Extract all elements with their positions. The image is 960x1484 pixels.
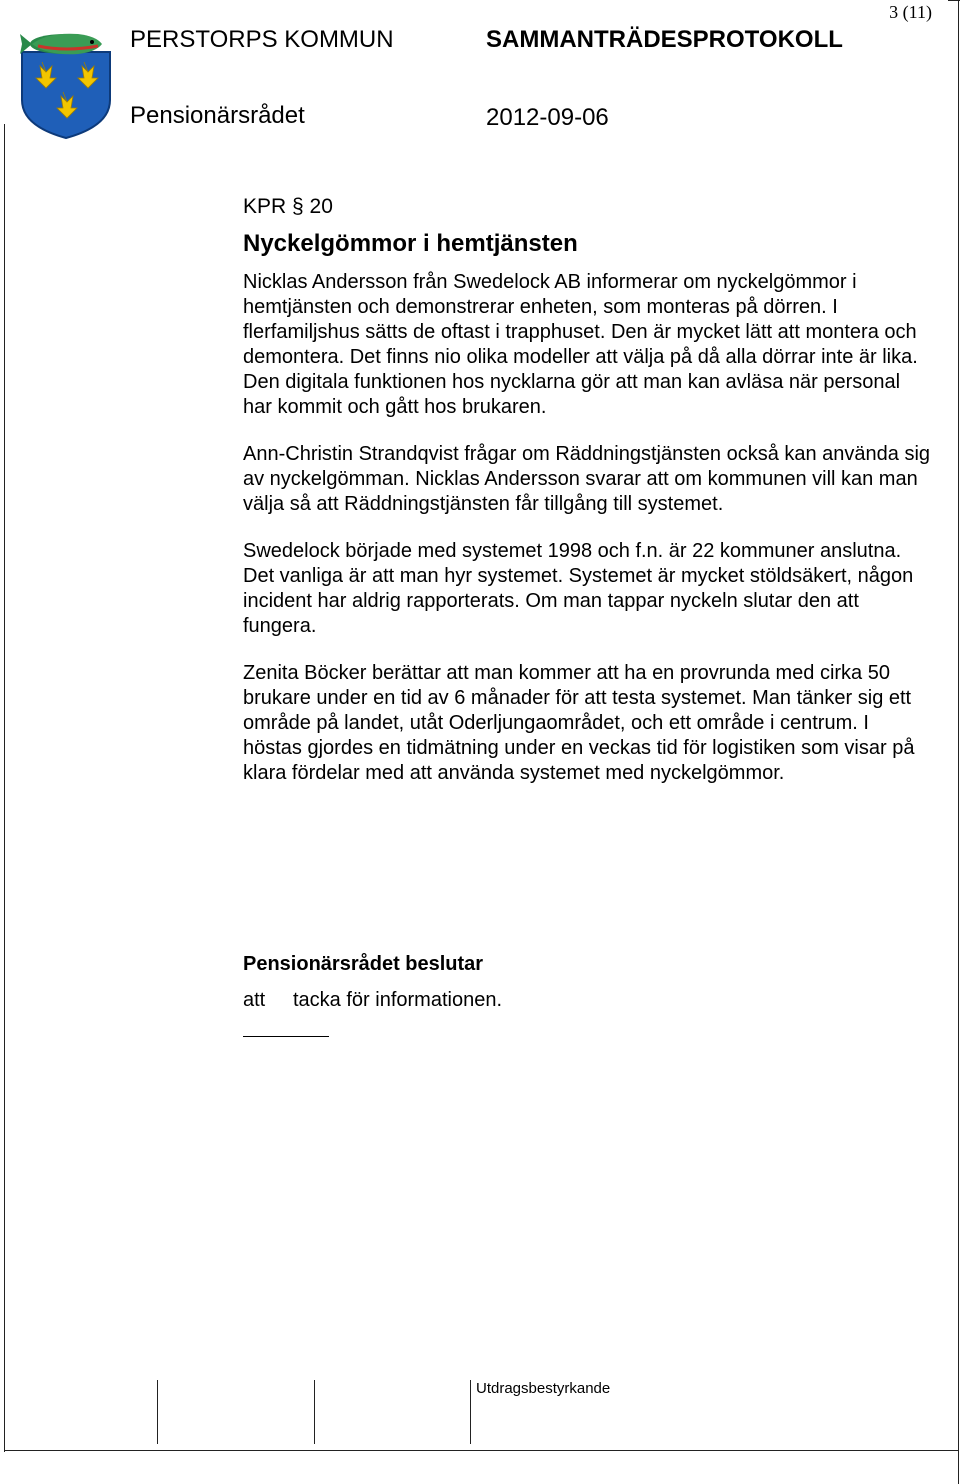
paragraph-1: Nicklas Andersson från Swedelock AB informerar om nyckelgömmor i hemtjänsten och demonstrerar enheten, som monteras på dörren. I flerfamiljshus sätts de oftast i trapphuset. Den är mycket lätt att montera och demontera. Det finns nio olika modeller att välja på då alla dörrar inte är lika. Den digitala funktionen hos nycklarna gör att man kan avläsa när personal har kommit och gått hos brukaren. — [243, 271, 918, 418]
decision-prefix: att — [243, 989, 266, 1011]
signature-divider-3 — [470, 1380, 471, 1444]
paragraph-2: Ann-Christin Strandqvist frågar om Räddningstjänsten också kan använda sig av nyckelgömman. Nicklas Andersson svarar att om kommunen vill kan man välja så att Räddningstjänsten får tillgång till systemet. — [243, 443, 931, 515]
coat-of-arms-icon — [18, 22, 114, 140]
municipality-name: PERSTORPS KOMMUN — [130, 26, 394, 53]
decision-heading: Pensionärsrådet beslutar — [243, 953, 484, 975]
signature-divider-1 — [157, 1380, 158, 1444]
paragraph-4: Zenita Böcker berättar att man kommer att ha en provrunda med cirka 50 brukare under en tid av 6 månader för att testa systemet. Man tänker sig ett område på landet, utåt Oderljungaområdet, och ett område i centrum. I höstas gjordes en tidmätning under en veckas tid för logistiken som visar på klara fördelar med att använda systemet med nyckelgömmor. — [243, 662, 915, 784]
corner-tick — [948, 0, 960, 1]
committee-name: Pensionärsrådet — [130, 102, 305, 129]
paragraph-3: Swedelock började med systemet 1998 och f.n. är 22 kommuner anslutna. Det vanliga är att man hyr systemet. Systemet är mycket stöldsäkert, någon incident har aldrig rapporterats. Om man tappar nyckeln slutar den att fungera. — [243, 540, 914, 637]
section-body — [243, 194, 933, 808]
page-number: 3 (11) — [889, 2, 932, 22]
section-heading: Nyckelgömmor i hemtjänsten — [243, 230, 578, 257]
left-margin-line — [4, 124, 5, 1452]
extract-certification-label: Utdragsbestyrkande — [476, 1380, 611, 1397]
right-margin-line — [958, 0, 959, 1484]
protocol-title: SAMMANTRÄDESPROTOKOLL — [486, 26, 843, 53]
footer-rule — [4, 1450, 958, 1451]
decision-text: tacka för informationen. — [293, 989, 502, 1011]
signature-divider-2 — [314, 1380, 315, 1444]
meeting-date: 2012-09-06 — [486, 104, 609, 131]
decision-underline — [243, 1036, 329, 1037]
decision-line — [243, 989, 502, 1012]
paragraph-ref: KPR § 20 — [243, 195, 333, 218]
